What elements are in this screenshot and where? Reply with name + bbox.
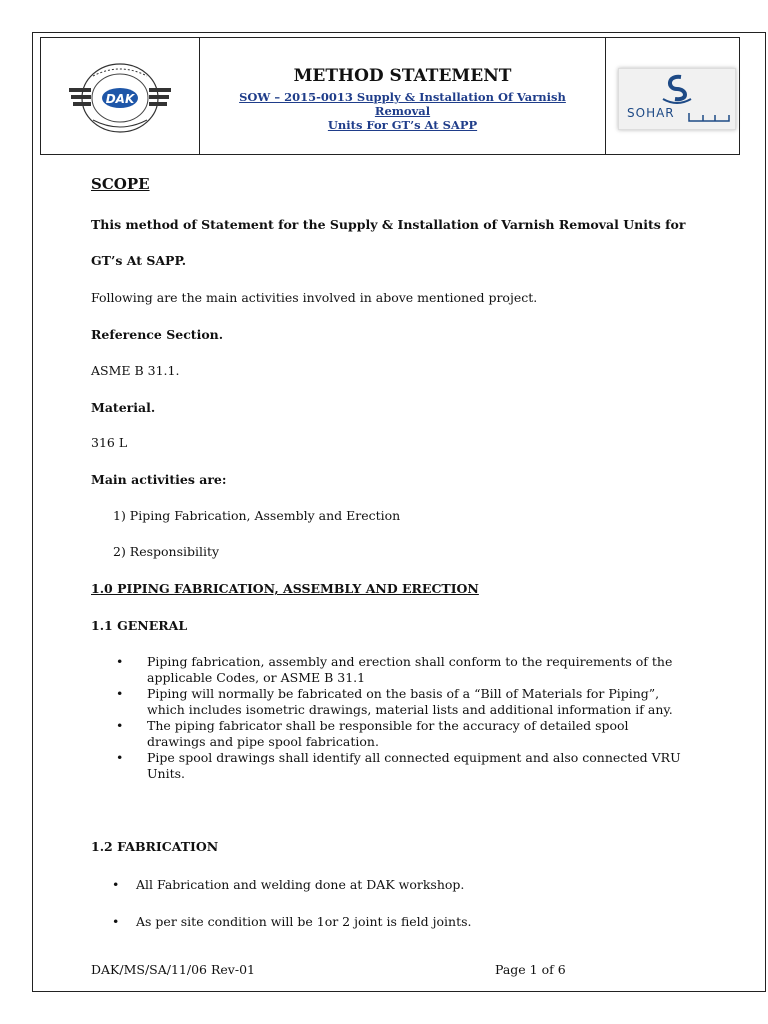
list-item: • As per site condition will be 1or 2 joint is field joints. xyxy=(112,914,472,929)
list-item: • Piping fabrication, assembly and erection shall conform to the requirements of the applicable Codes, or ASME B 31.1 xyxy=(116,654,673,685)
list-item: • All Fabrication and welding done at DAK workshop. xyxy=(112,877,465,892)
document-subtitle-line1[interactable]: SOW – 2015-0013 Supply & Installation Of Varnish Removal xyxy=(239,90,566,118)
scope-heading: SCOPE xyxy=(91,175,150,193)
scope-intro-line1: This method of Statement for the Supply & Installation of Varnish Removal Units for xyxy=(91,217,686,232)
sohar-logo-panel xyxy=(618,68,736,130)
scope-intro-line2: GT’s At SAPP. xyxy=(91,253,187,268)
main-activities-label: Main activities are: xyxy=(91,472,227,487)
footer-page-number: Page 1 of 6 xyxy=(495,962,566,977)
document-title: METHOD STATEMENT xyxy=(293,66,512,86)
bullet-icon: • xyxy=(116,750,124,765)
bullet-icon: • xyxy=(116,718,124,733)
bullet-icon: • xyxy=(112,914,120,929)
footer-doc-ref: DAK/MS/SA/11/06 Rev-01 xyxy=(91,962,255,977)
list-item: • Pipe spool drawings shall identify all connected equipment and also connected VRU Units. xyxy=(116,750,681,781)
bullet-icon: • xyxy=(116,654,124,669)
document-header xyxy=(40,37,740,155)
dak-logo-icon xyxy=(41,38,200,154)
company-logo-right xyxy=(606,38,741,154)
activity-item: 1) Piping Fabrication, Assembly and Erection xyxy=(113,508,401,523)
svg-text:DAK: DAK xyxy=(105,92,135,106)
document-subtitle-line2[interactable]: Units For GT’s At SAPP xyxy=(327,118,478,132)
section-1-heading: 1.0 PIPING FABRICATION, ASSEMBLY AND ERECTION xyxy=(91,581,479,596)
bullet-icon: • xyxy=(116,686,124,701)
bullet-icon: • xyxy=(112,877,120,892)
scope-following-text: Following are the main activities involved in above mentioned project. xyxy=(91,290,538,305)
list-item: • The piping fabricator shall be responsible for the accuracy of detailed spool drawings and pipe spool fabrication. xyxy=(116,718,629,749)
general-bullet-list xyxy=(91,654,691,782)
sohar-logo-icon xyxy=(619,69,735,129)
list-item: • Piping will normally be fabricated on the basis of a “Bill of Materials for Piping”, which includes isometric drawings, material lists and additional information if any. xyxy=(116,686,673,717)
header-title-cell xyxy=(200,38,606,154)
fabrication-bullet-list xyxy=(91,877,691,930)
general-heading: 1.1 GENERAL xyxy=(91,618,188,633)
company-logo-left xyxy=(41,38,200,154)
sohar-logo-text: SOHAR xyxy=(627,106,675,120)
fabrication-heading: 1.2 FABRICATION xyxy=(91,839,219,854)
material-value: 316 L xyxy=(91,435,128,450)
material-label: Material. xyxy=(91,400,156,415)
reference-section-label: Reference Section. xyxy=(91,327,224,342)
activity-item: 2) Responsibility xyxy=(113,544,220,559)
reference-section-value: ASME B 31.1. xyxy=(91,363,180,378)
